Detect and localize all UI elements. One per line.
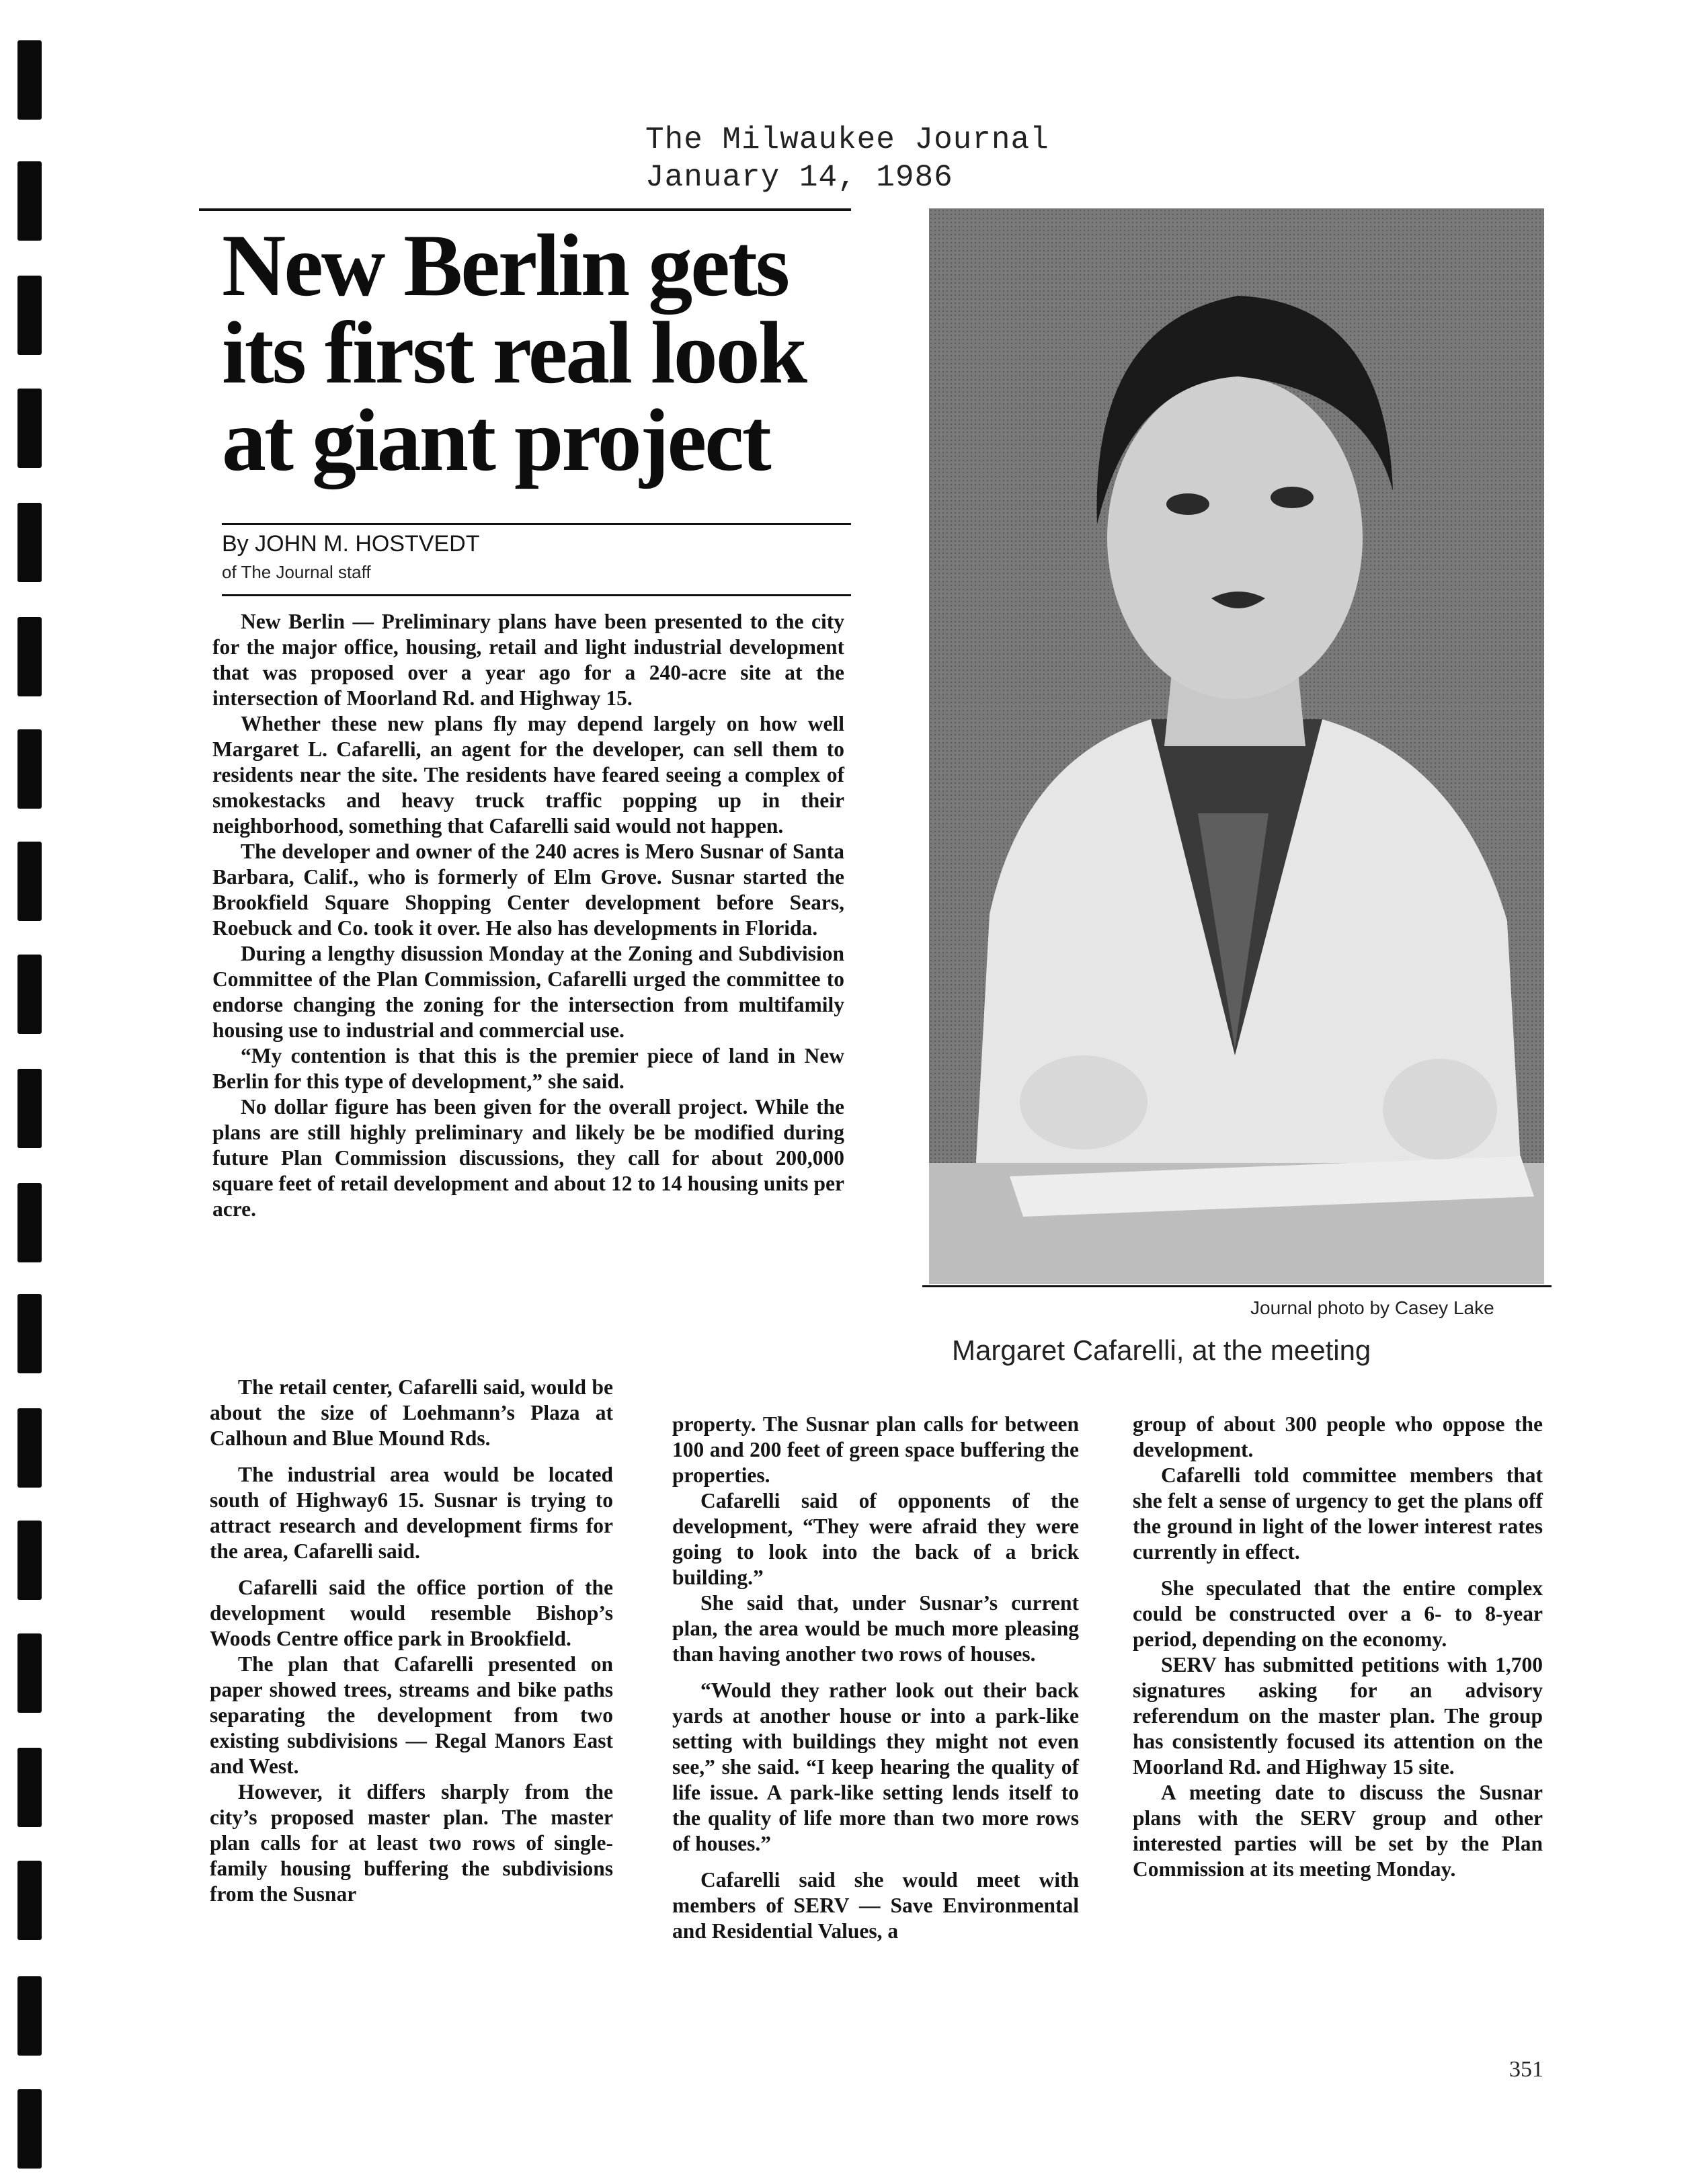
headline-top-rule xyxy=(199,208,851,211)
paragraph: Cafarelli told committee members that she felt a sense of urgency to get the plans off the ground in light of the lower interest rates currently in effect. xyxy=(1133,1463,1543,1564)
paragraph: During a lengthy disussion Monday at the Zoning and Subdivision Committee of the Plan Commission, Cafarelli urged the committee to endorse changing the zoning for the intersection from multifamily housing use to industrial and commercial use. xyxy=(212,942,844,1042)
body-top-rule xyxy=(222,594,851,596)
page-number: 351 xyxy=(1509,2057,1543,2082)
article-column-4 xyxy=(1133,1412,1543,1882)
paragraph: The retail center, Cafarelli said, would be about the size of Loehmann’s Plaza at Calhoun and Blue Mound Rds. xyxy=(210,1375,613,1450)
binding-hole xyxy=(17,1633,42,1713)
binding-hole xyxy=(17,1069,42,1148)
paragraph: “Would they rather look out their back yards at another house or into a park-like setting with buildings they might not even see,” she said. “I keep hearing the quality of life issue. A park-like setting lends itself to the quality of life more than two more rows of houses.” xyxy=(672,1679,1079,1855)
paragraph: The plan that Cafarelli presented on paper showed trees, streams and bike paths separating the development from two existing subdivisions — Regal Manors East and West. xyxy=(210,1652,613,1778)
binding-hole xyxy=(17,1408,42,1488)
headline: New Berlin gets its first real look at giant project xyxy=(222,216,806,489)
paragraph: The industrial area would be located south of Highway6 15. Susnar is trying to attract research and development firms for the area, Cafarelli said. xyxy=(210,1463,613,1563)
portrait-photo xyxy=(929,208,1544,1284)
binding-hole xyxy=(17,1976,42,2056)
paragraph: SERV has submitted petitions with 1,700 signatures asking for an advisory referendum on the master plan. The group has consistently focused its attention on the Moorland Rd. and Highway 15 site. xyxy=(1133,1653,1543,1779)
paragraph: group of about 300 people who oppose the development. xyxy=(1133,1412,1543,1461)
article-column-2 xyxy=(210,1375,613,1907)
binding-hole xyxy=(17,617,42,696)
paragraph: The developer and owner of the 240 acres is Mero Susnar of Santa Barbara, Calif., who is formerly of Elm Grove. Susnar started the Brookfield Square Shopping Center development before Sears, Roebuck and Co. took it over. He also has developments in Florida. xyxy=(212,840,844,940)
paragraph: New Berlin — Preliminary plans have been presented to the city for the major office, housing, retail and light industrial development that was proposed over a year ago for a 240-acre site at the intersection of Moorland Rd. and Highway 15. xyxy=(212,610,845,710)
binding-hole xyxy=(17,1183,42,1262)
paragraph: However, it differs sharply from the city’s proposed master plan. The master plan calls for at least two rows of single-family housing buffering the subdivisions from the Susnar xyxy=(210,1780,613,1906)
binding-hole xyxy=(17,1294,42,1373)
paragraph: Cafarelli said she would meet with members of SERV — Save Environmental and Residential Values, a xyxy=(672,1868,1079,1943)
paragraph: No dollar figure has been given for the overall project. While the plans are still highly preliminary and likely be be modified during future Plan Commission discussions, they call for about 200,000 square feet of retail development and about 12 to 14 housing units per acre. xyxy=(212,1095,844,1221)
binding-hole xyxy=(17,389,42,468)
photo-caption: Margaret Cafarelli, at the meeting xyxy=(952,1334,1371,1366)
byline-staff: of The Journal staff xyxy=(222,562,371,582)
paragraph: Cafarelli said the office portion of the development would resemble Bishop’s Woods Centre office park in Brookfield. xyxy=(210,1576,613,1650)
article-column-1 xyxy=(212,609,844,1222)
paragraph: Whether these new plans fly may depend largely on how well Margaret L. Cafarelli, an agent for the developer, can sell them to residents near the site. The residents have feared seeing a complex of smokestacks and heavy truck traffic popping up in their neighborhood, something that Cafarelli said would not happen. xyxy=(212,712,844,838)
byline: By JOHN M. HOSTVEDT xyxy=(222,531,480,557)
binding-hole xyxy=(17,1748,42,1827)
portrait-photo-art xyxy=(929,208,1544,1284)
binding-hole xyxy=(17,40,42,120)
source-note xyxy=(645,121,1049,196)
binding-hole xyxy=(17,842,42,921)
binding-hole xyxy=(17,503,42,582)
paragraph: property. The Susnar plan calls for between 100 and 200 feet of green space buffering the properties. xyxy=(672,1412,1079,1487)
paragraph: She speculated that the entire complex could be constructed over a 6- to 8-year period, depending on the economy. xyxy=(1133,1576,1543,1651)
binding-hole xyxy=(17,161,42,241)
binding-holes xyxy=(17,0,44,2184)
publication-name: The Milwaukee Journal xyxy=(645,122,1049,157)
publication-date: January 14, 1986 xyxy=(645,160,953,195)
binding-hole xyxy=(17,729,42,809)
binding-hole xyxy=(17,1521,42,1600)
byline-top-rule xyxy=(222,523,851,525)
paragraph: A meeting date to discuss the Susnar plans with the SERV group and other interested parties will be set by the Plan Commission at its meeting Monday. xyxy=(1133,1781,1543,1881)
binding-hole xyxy=(17,276,42,355)
binding-hole xyxy=(17,1861,42,1940)
binding-hole xyxy=(17,2089,42,2169)
paragraph: Cafarelli said of opponents of the development, “They were afraid they were going to look into the back of a brick building.” xyxy=(672,1489,1079,1589)
paragraph: “My contention is that this is the premier piece of land in New Berlin for this type of development,” she said. xyxy=(212,1044,844,1093)
photo-credit: Journal photo by Casey Lake xyxy=(1250,1297,1494,1318)
paragraph: She said that, under Susnar’s current plan, the area would be much more pleasing than having another two rows of houses. xyxy=(672,1591,1079,1666)
binding-hole xyxy=(17,955,42,1034)
dateline: New Berlin — xyxy=(241,610,374,633)
article-column-3 xyxy=(672,1412,1079,1944)
caption-top-rule xyxy=(922,1285,1552,1287)
